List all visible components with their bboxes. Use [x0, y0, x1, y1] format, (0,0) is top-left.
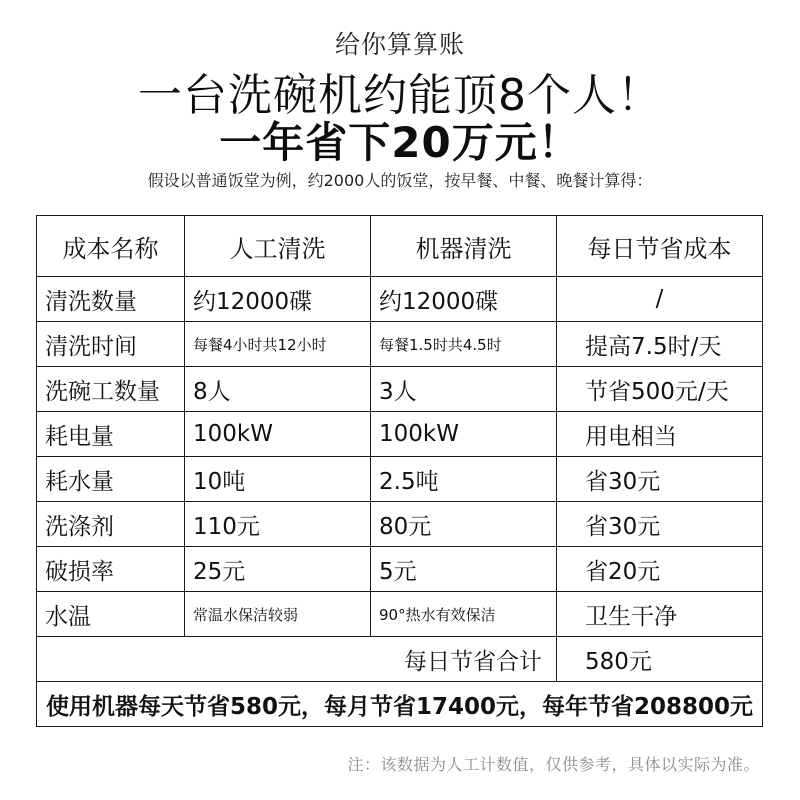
- table-row: [37, 502, 763, 547]
- row-machine: 5元: [371, 547, 557, 592]
- row-machine: 100kW: [371, 412, 557, 457]
- row-machine: 每餐1.5时共4.5时: [371, 322, 557, 367]
- table-row: [37, 547, 763, 592]
- row-saving: 省30元: [557, 457, 763, 502]
- kicker-text: 给你算算账: [334, 30, 465, 59]
- row-saving: 省30元: [557, 502, 763, 547]
- table-row: [37, 412, 763, 457]
- row-name: 破损率: [37, 547, 185, 592]
- header-daily-saving: 每日节省成本: [557, 216, 763, 277]
- header-machine: 机器清洗: [371, 216, 557, 277]
- table-row: [37, 457, 763, 502]
- summary-text: 使用机器每天节省580元，每月节省17400元，每年节省208800元: [37, 682, 763, 727]
- row-saving: /: [557, 277, 763, 322]
- row-manual: 10吨: [185, 457, 371, 502]
- row-machine: 80元: [371, 502, 557, 547]
- row-name: 洗碗工数量: [37, 367, 185, 412]
- row-manual: 100kW: [185, 412, 371, 457]
- header-manual: 人工清洗: [185, 216, 371, 277]
- table-row: [37, 367, 763, 412]
- table-header-row: [37, 216, 763, 277]
- total-value: 580元: [557, 637, 763, 682]
- row-manual: 110元: [185, 502, 371, 547]
- row-machine: 90°热水有效保洁: [371, 592, 557, 637]
- table-row: [37, 277, 763, 322]
- row-saving: 提高7.5时/天: [557, 322, 763, 367]
- headline: 一台洗碗机约能顶8个人！: [138, 70, 662, 121]
- row-name: 洗涤剂: [37, 502, 185, 547]
- row-saving: 卫生干净: [557, 592, 763, 637]
- row-name: 耗电量: [37, 412, 185, 457]
- disclaimer-note: 注：该数据为人工计数值，仅供参考，具体以实际为准。: [347, 755, 760, 774]
- row-machine: 约12000碟: [371, 277, 557, 322]
- row-manual: 常温水保洁较弱: [185, 592, 371, 637]
- row-manual: 每餐4小时共12小时: [185, 322, 371, 367]
- row-saving: 省20元: [557, 547, 763, 592]
- header-cost-name: 成本名称: [37, 216, 185, 277]
- row-manual: 8人: [185, 367, 371, 412]
- row-saving: 用电相当: [557, 412, 763, 457]
- headline-bold: 一年省下20万元！: [219, 118, 581, 167]
- row-name: 清洗数量: [37, 277, 185, 322]
- summary-row: [37, 682, 763, 727]
- total-row: [37, 637, 763, 682]
- row-machine: 2.5吨: [371, 457, 557, 502]
- row-manual: 25元: [185, 547, 371, 592]
- row-machine: 3人: [371, 367, 557, 412]
- row-name: 耗水量: [37, 457, 185, 502]
- row-name: 清洗时间: [37, 322, 185, 367]
- row-saving: 节省500元/天: [557, 367, 763, 412]
- row-name: 水温: [37, 592, 185, 637]
- assumption-text: 假设以普通饭堂为例，约2000人的饭堂，按早餐、中餐、晚餐计算得：: [147, 171, 653, 190]
- row-manual: 约12000碟: [185, 277, 371, 322]
- total-label: 每日节省合计: [37, 637, 557, 682]
- table-row: [37, 322, 763, 367]
- table-row: [37, 592, 763, 637]
- cost-comparison-table: [36, 215, 763, 727]
